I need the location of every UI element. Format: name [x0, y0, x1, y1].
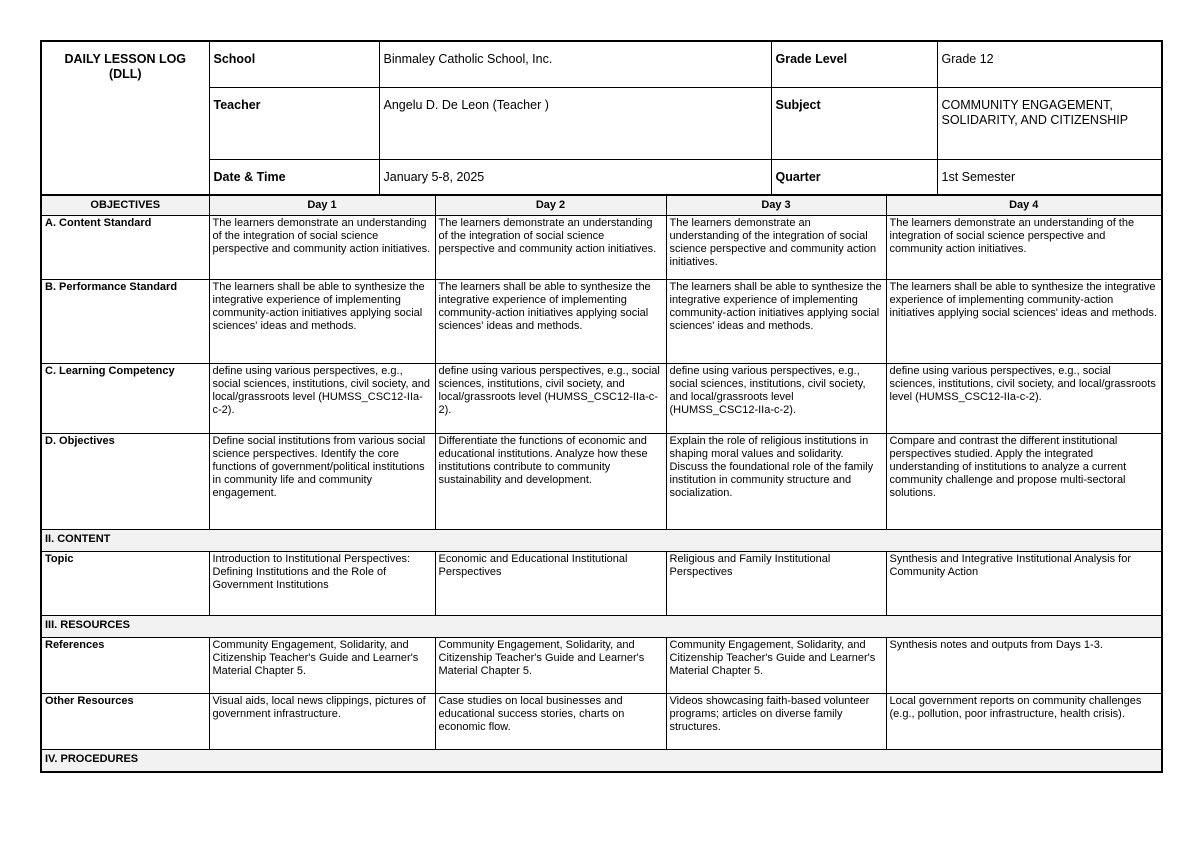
lesson-log-table	[40, 194, 1163, 773]
table-cell: Define social institutions from various social science perspectives. Identify the core functions of government/political institutions in community life and community engagement.	[209, 434, 435, 530]
table-cell: The learners shall be able to synthesize the integrative experience of implementing community-action initiatives applying social sciences' ideas and methods.	[666, 280, 886, 364]
table-cell: The learners demonstrate an understanding of the integration of social science perspective and community action initiatives.	[666, 216, 886, 280]
school-value: Binmaley Catholic School, Inc.	[379, 41, 771, 87]
table-cell: Explain the role of religious institutions in shaping moral values and solidarity. Discuss the foundational role of the family institution in community structure and socialization.	[666, 434, 886, 530]
table-cell: Economic and Educational Institutional Perspectives	[435, 552, 666, 616]
table-cell: Community Engagement, Solidarity, and Citizenship Teacher's Guide and Learner's Material Chapter 5.	[209, 638, 435, 694]
table-cell: Religious and Family Institutional Perspectives	[666, 552, 886, 616]
table-cell: Videos showcasing faith-based volunteer programs; articles on diverse family structures.	[666, 694, 886, 750]
day-3-header: Day 3	[666, 195, 886, 216]
subject-label: Subject	[771, 87, 937, 159]
grade-level-value: Grade 12	[937, 41, 1162, 87]
row-label: B. Performance Standard	[41, 280, 209, 364]
table-cell: The learners shall be able to synthesize the integrative experience of implementing community-action initiatives applying social sciences' ideas and methods.	[209, 280, 435, 364]
column-header-row	[41, 195, 1162, 216]
section-heading: IV. PROCEDURES	[41, 750, 1162, 772]
grade-level-label: Grade Level	[771, 41, 937, 87]
table-cell: define using various perspectives, e.g., social sciences, institutions, civil society, and local/grassroots level (HUMSS_CSC12-IIa-c-2).	[435, 364, 666, 434]
table-cell: Case studies on local businesses and educational success stories, charts on economic flow.	[435, 694, 666, 750]
table-cell: The learners demonstrate an understanding of the integration of social science perspective and community action initiatives.	[435, 216, 666, 280]
other-resources-row	[41, 694, 1162, 750]
content-section-row	[41, 530, 1162, 552]
table-cell: The learners demonstrate an understanding of the integration of social science perspective and community action initiatives.	[886, 216, 1162, 280]
table-cell: The learners demonstrate an understanding of the integration of social science perspective and community action initiatives.	[209, 216, 435, 280]
school-label: School	[209, 41, 379, 87]
teacher-value: Angelu D. De Leon (Teacher )	[379, 87, 771, 159]
section-heading: III. RESOURCES	[41, 616, 1162, 638]
content-standard-row	[41, 216, 1162, 280]
date-time-label: Date & Time	[209, 159, 379, 195]
header-table	[40, 40, 1163, 196]
table-cell: Synthesis notes and outputs from Days 1-3.	[886, 638, 1162, 694]
subject-value: COMMUNITY ENGAGEMENT, SOLIDARITY, AND CITIZENSHIP	[937, 87, 1162, 159]
row-label: Other Resources	[41, 694, 209, 750]
section-heading: II. CONTENT	[41, 530, 1162, 552]
table-cell: define using various perspectives, e.g., social sciences, institutions, civil society, and local/grassroots level (HUMSS_CSC12-IIa-c-2).	[666, 364, 886, 434]
learning-competency-row	[41, 364, 1162, 434]
row-label: D. Objectives	[41, 434, 209, 530]
table-cell: Introduction to Institutional Perspectives: Defining Institutions and the Role of Government Institutions	[209, 552, 435, 616]
table-cell: Visual aids, local news clippings, pictures of government infrastructure.	[209, 694, 435, 750]
row-label: A. Content Standard	[41, 216, 209, 280]
topic-row	[41, 552, 1162, 616]
references-row	[41, 638, 1162, 694]
quarter-label: Quarter	[771, 159, 937, 195]
table-cell: The learners shall be able to synthesize the integrative experience of implementing community-action initiatives applying social sciences' ideas and methods.	[435, 280, 666, 364]
teacher-label: Teacher	[209, 87, 379, 159]
table-cell: Differentiate the functions of economic and educational institutions. Analyze how these institutions contribute to community sustainability and development.	[435, 434, 666, 530]
dll-title: DAILY LESSON LOG (DLL)	[41, 41, 209, 195]
performance-standard-row	[41, 280, 1162, 364]
table-cell: Compare and contrast the different institutional perspectives studied. Apply the integrated understanding of institutions to analyze a current community challenge and propose multi-sectoral solutions.	[886, 434, 1162, 530]
procedures-section-row	[41, 750, 1162, 772]
table-cell: Community Engagement, Solidarity, and Citizenship Teacher's Guide and Learner's Material Chapter 5.	[666, 638, 886, 694]
row-label: C. Learning Competency	[41, 364, 209, 434]
table-cell: define using various perspectives, e.g., social sciences, institutions, civil society, and local/grassroots level (HUMSS_CSC12-IIa-c-2).	[209, 364, 435, 434]
day-4-header: Day 4	[886, 195, 1162, 216]
row-label: Topic	[41, 552, 209, 616]
resources-section-row	[41, 616, 1162, 638]
table-cell: The learners shall be able to synthesize the integrative experience of implementing community-action initiatives applying social sciences' ideas and methods.	[886, 280, 1162, 364]
objectives-row	[41, 434, 1162, 530]
table-cell: Synthesis and Integrative Institutional Analysis for Community Action	[886, 552, 1162, 616]
day-2-header: Day 2	[435, 195, 666, 216]
day-1-header: Day 1	[209, 195, 435, 216]
date-time-value: January 5-8, 2025	[379, 159, 771, 195]
table-cell: Local government reports on community challenges (e.g., pollution, poor infrastructure, health crisis).	[886, 694, 1162, 750]
table-cell: define using various perspectives, e.g., social sciences, institutions, civil society, and local/grassroots level (HUMSS_CSC12-IIa-c-2).	[886, 364, 1162, 434]
table-cell: Community Engagement, Solidarity, and Citizenship Teacher's Guide and Learner's Material Chapter 5.	[435, 638, 666, 694]
objectives-header: OBJECTIVES	[41, 195, 209, 216]
row-label: References	[41, 638, 209, 694]
quarter-value: 1st Semester	[937, 159, 1162, 195]
